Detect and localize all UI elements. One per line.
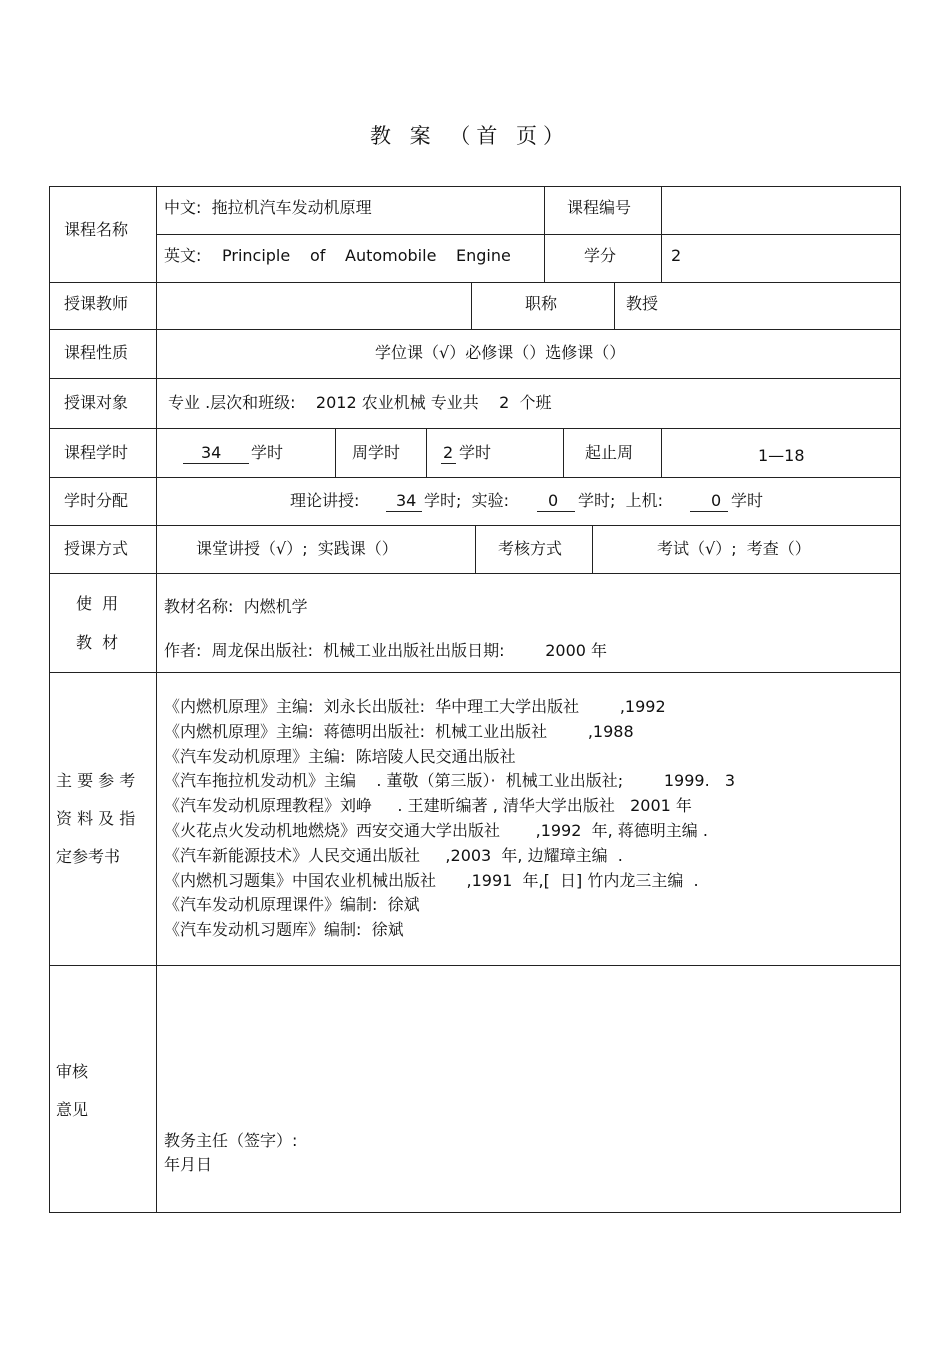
table-border-bottom xyxy=(49,1212,901,1213)
credit-label: 学分 xyxy=(584,246,617,265)
lab-hours-unit: 学时; 上机: xyxy=(578,491,663,510)
total-hours-value: 34 xyxy=(201,443,222,462)
lab-hours-value: 0 xyxy=(548,491,559,510)
teaching-method-label: 授课方式 xyxy=(64,539,129,558)
reference-list xyxy=(164,696,735,944)
course-name-en-word: Automobile xyxy=(345,246,437,265)
weekly-hours-label: 周学时 xyxy=(352,443,401,462)
textbook-info: 作者: 周龙保出版社: 机械工业出版社出版日期: 2000 年 xyxy=(164,641,608,660)
teacher-label: 授课教师 xyxy=(64,294,129,313)
cell-divider xyxy=(563,428,564,477)
review-label: 审核 xyxy=(56,1062,89,1081)
theory-hours-value: 34 xyxy=(396,491,417,510)
audience-value: 专业 .层次和班级: 2012 农业机械 专业共 2 个班 xyxy=(168,393,552,412)
job-title-value: 教授 xyxy=(626,294,659,313)
job-title-label: 职称 xyxy=(525,294,558,313)
row-divider xyxy=(49,965,901,966)
theory-hours-unit: 学时; 实验: xyxy=(424,491,509,510)
page-title: 教 案 （首 页） xyxy=(369,124,571,148)
computer-hours-underline xyxy=(690,511,728,512)
review-date: 年月日 xyxy=(164,1155,213,1174)
row-divider xyxy=(49,329,901,330)
weekly-hours-unit: 学时 xyxy=(459,443,492,462)
cell-divider xyxy=(661,428,662,477)
total-hours-underline xyxy=(183,463,249,464)
weekly-hours-underline xyxy=(441,463,456,464)
audience-label: 授课对象 xyxy=(64,393,129,412)
total-hours-unit: 学时 xyxy=(251,443,284,462)
review-label: 意见 xyxy=(56,1100,89,1119)
row-divider xyxy=(49,282,901,283)
cell-divider xyxy=(661,186,662,282)
references-label: 主 要 参 考 xyxy=(56,771,136,790)
hours-label: 课程学时 xyxy=(64,443,129,462)
course-name-label: 课程名称 xyxy=(64,220,129,239)
reference-item: 《内燃机原理》主编: 蒋德明出版社: 机械工业出版社 ,1988 xyxy=(164,721,634,741)
cell-divider xyxy=(475,525,476,573)
course-name-cn: 中文: 拖拉机汽车发动机原理 xyxy=(164,198,372,217)
reference-item: 《内燃机习题集》中国农业机械出版社 ,1991 年,[ 日] 竹内龙三主编 . xyxy=(164,870,699,890)
exam-method-label: 考核方式 xyxy=(498,539,563,558)
cell-divider xyxy=(614,282,615,329)
computer-hours-unit: 学时 xyxy=(731,491,764,510)
table-border-top xyxy=(49,186,901,187)
course-code-label: 课程编号 xyxy=(567,198,632,217)
reference-item: 《汽车发动机原理》主编: 陈培陵人民交通出版社 xyxy=(164,746,516,766)
row-divider xyxy=(49,672,901,673)
table-border-left xyxy=(49,186,50,1213)
row-divider xyxy=(156,234,901,235)
weekly-hours-value: 2 xyxy=(443,443,454,462)
reference-item: 《内燃机原理》主编: 刘永长出版社: 华中理工大学出版社 ,1992 xyxy=(164,697,666,716)
row-divider xyxy=(49,573,901,574)
row-divider xyxy=(49,477,901,478)
theory-label: 理论讲授: xyxy=(290,491,360,510)
textbook-name: 教材名称: 内燃机学 xyxy=(164,597,308,616)
row-divider xyxy=(49,378,901,379)
weeks-value: 1—18 xyxy=(758,446,805,465)
lab-hours-underline xyxy=(537,511,575,512)
reference-item: 《汽车发动机原理课件》编制: 徐斌 xyxy=(164,895,420,915)
cell-divider xyxy=(592,525,593,573)
textbook-label: 使 用 xyxy=(76,594,119,613)
exam-method-value: 考试（√）; 考查（） xyxy=(657,539,811,558)
reference-item: 《汽车拖拉机发动机》主编 . 董敬（第三版）· 机械工业出版社; 1999. 3 xyxy=(164,771,736,791)
course-name-en-word: Engine xyxy=(456,246,511,265)
course-nature-label: 课程性质 xyxy=(64,343,129,362)
row-divider xyxy=(49,428,901,429)
textbook-label: 教 材 xyxy=(76,633,119,652)
credit-value: 2 xyxy=(671,246,682,265)
director-signature-label: 教务主任（签字）: xyxy=(164,1131,298,1150)
cell-divider xyxy=(471,282,472,329)
cell-divider xyxy=(426,428,427,477)
references-label: 资 料 及 指 xyxy=(56,809,136,828)
references-label: 定参考书 xyxy=(56,847,121,866)
course-name-en-label: 英文: xyxy=(164,246,202,265)
reference-item: 《汽车发动机原理教程》刘峥 . 王建昕编著 , 清华大学出版社 2001 年 xyxy=(164,796,692,816)
reference-item: 《火花点火发动机地燃烧》西安交通大学出版社 ,1992 年, 蒋德明主编 . xyxy=(164,820,708,840)
allocation-label: 学时分配 xyxy=(64,491,129,510)
course-nature-value: 学位课（√）必修课（）选修课（） xyxy=(375,343,626,362)
computer-hours-value: 0 xyxy=(711,491,722,510)
cell-divider xyxy=(544,186,545,282)
cell-divider xyxy=(335,428,336,477)
course-name-en-word: of xyxy=(310,246,326,265)
reference-item: 《汽车发动机习题库》编制: 徐斌 xyxy=(164,920,404,940)
reference-item: 《汽车新能源技术》人民交通出版社 ,2003 年, 边耀璋主编 . xyxy=(164,845,623,865)
course-name-en-word: Principle xyxy=(222,246,291,265)
weeks-label: 起止周 xyxy=(585,443,634,462)
teaching-method-value: 课堂讲授（√）; 实践课（） xyxy=(196,539,398,558)
table-border-right xyxy=(900,186,901,1213)
theory-hours-underline xyxy=(386,511,422,512)
label-column-divider xyxy=(156,186,157,1213)
